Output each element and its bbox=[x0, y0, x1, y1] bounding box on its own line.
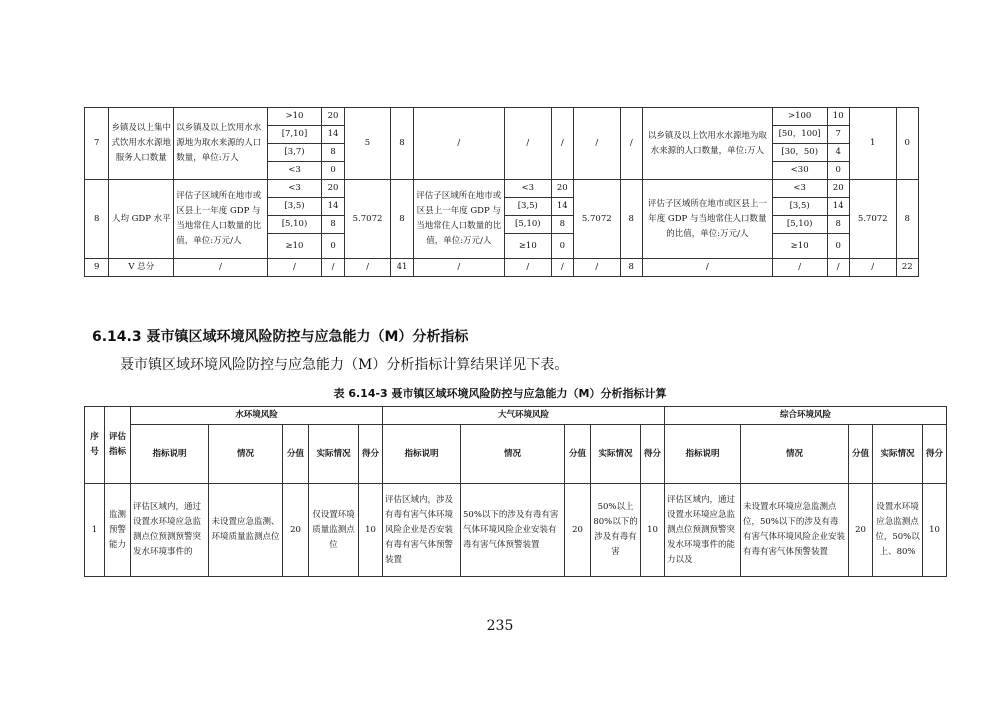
table-row: 1 监测预警能力 评估区域内，通过设置水环境应急监测点位预测预警突发水环境事件的 未设置应急监测、环境质量监测点位 20 仅设置环境质量监测点位 10 评估区域内，涉及有毒有害气体环境风险企业是否安装有毒有害气体预警装置 50%以下的涉及有毒有害气体环境风险企业安装有毒有害气体预警装置 20 50%以上 80%以下的涉及有毒有害 10 评估区域内，通过设置水环境应急监测点位预测预警突发水环境事件的能力以及 未设置水环境应急监测点位，50%以下的涉及有毒有害气体环境风险企业安装有毒有害气体预警装置 20 设置水环境应急监测点位，50%以上、80% 10 bbox=[85, 484, 947, 577]
table-row: <3 0 <30 0 bbox=[85, 162, 919, 180]
table-row-total: 9 V 总分 / / / / 41 / / / / 8 / / / / 22 bbox=[85, 259, 919, 277]
continued-table bbox=[84, 107, 919, 277]
table-row: [3,7) 8 [30，50) 4 bbox=[85, 144, 919, 162]
table-row: [3,5) 14 [3,5) 14 [3,5) 14 bbox=[85, 198, 919, 216]
table-row: [5,10) 8 [5,10) 8 [5,10) 8 bbox=[85, 216, 919, 234]
table-row: 8 人均 GDP 水平 评估子区域所在地市或区县上一年度 GDP 与当地常住人口数量的比值，单位:万元/人 <3 20 5.7072 8 评估子区域所在地市或区县上一年度 GDP 与当地常住人口数量的比值，单位:万元/人 <3 20 5.7072 8 评估子区域所在地市或区县上一年度 GDP 与当地常住人口数量的比值，单位:万元/人 <3 20 5.7072 8 bbox=[85, 180, 919, 198]
header-row: 序号 评估指标 水环境风险 大气环境风险 综合环境风险 bbox=[85, 407, 947, 425]
table-row: 7 乡镇及以上集中式饮用水水源地服务人口数量 以乡镇及以上饮用水水源地为取水来源的人口数量，单位:万人 >10 20 5 8 / / / / / 以乡镇及以上饮用水水源地为取水来源的人口数量，单位:万人 >100 10 1 0 bbox=[85, 108, 919, 126]
table-caption: 表 6.14-3 聂市镇区域环境风险防控与应急能力（M）分析指标计算 bbox=[333, 387, 667, 400]
table-row: [7,10] 14 [50，100] 7 bbox=[85, 126, 919, 144]
section-heading: 6.14.3 聂市镇区域环境风险防控与应急能力（M）分析指标 bbox=[92, 329, 469, 345]
header-row: 指标说明 情况 分值 实际情况 得分 指标说明 情况 分值 实际情况 得分 指标说明 情况 分值 实际情况 得分 bbox=[85, 425, 947, 484]
body-paragraph: 聂市镇区域环境风险防控与应急能力（M）分析指标计算结果详见下表。 bbox=[120, 357, 569, 373]
m-indicator-table bbox=[84, 406, 947, 577]
table-row: ≥10 0 ≥10 0 ≥10 0 bbox=[85, 234, 919, 259]
page-number: 235 bbox=[486, 618, 514, 634]
